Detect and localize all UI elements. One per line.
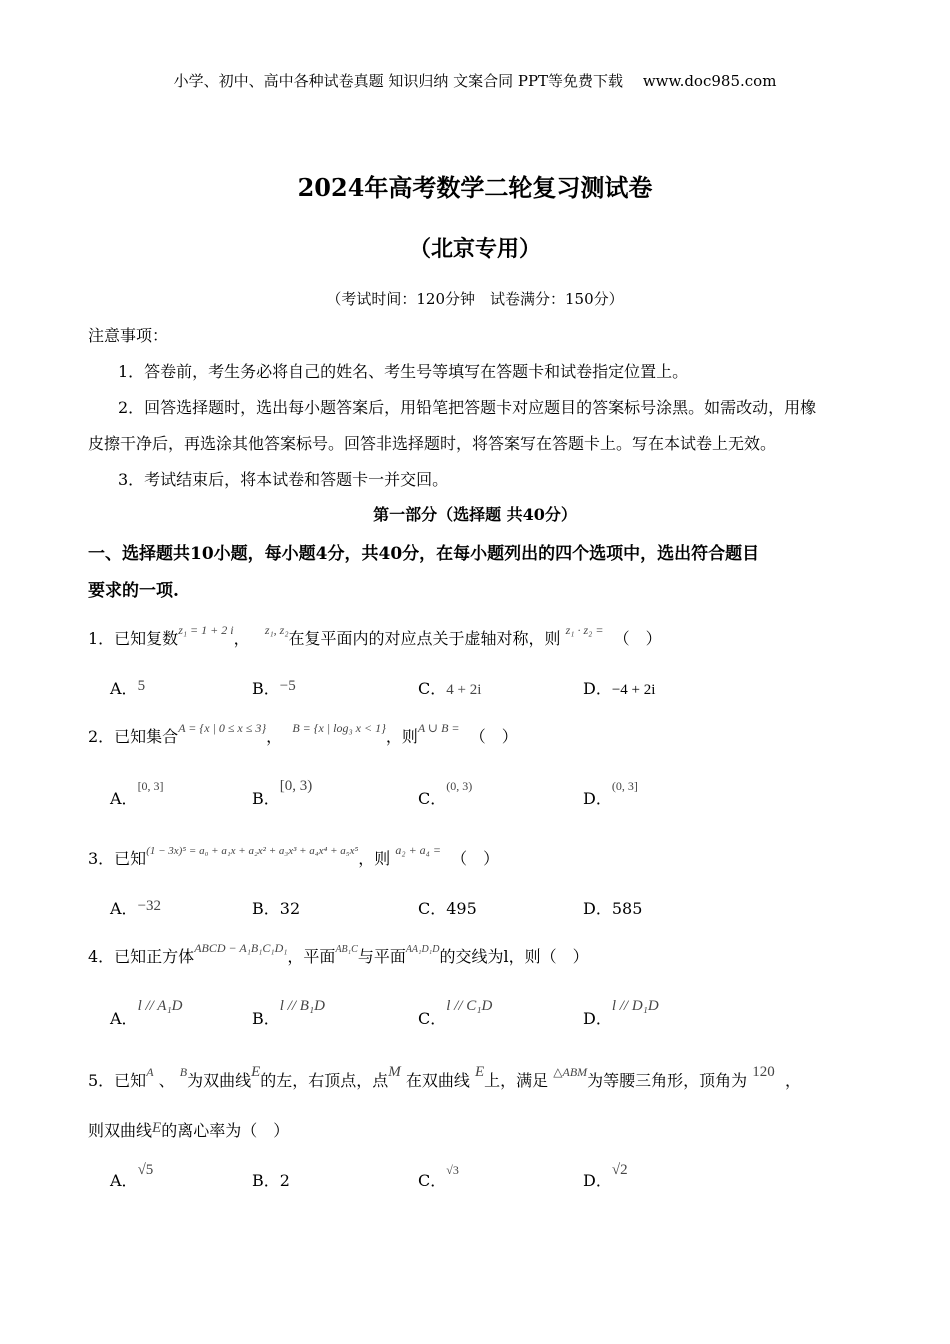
q1-prefix: 1．已知复数 bbox=[88, 629, 179, 648]
q5-text-7: ， bbox=[784, 1071, 801, 1090]
q5-option-a bbox=[110, 1162, 154, 1191]
q3-option-d bbox=[583, 896, 642, 919]
q2-option-c bbox=[418, 779, 473, 809]
q5-text-3: 的左，右顶点，点 bbox=[260, 1071, 389, 1090]
question-5-line2 bbox=[88, 1118, 289, 1141]
q5-option-c bbox=[418, 1163, 459, 1191]
q1-option-b-label: B． bbox=[252, 679, 280, 698]
q3-option-a-label: A． bbox=[110, 899, 138, 918]
q5-text-4: 在双曲线 bbox=[405, 1071, 470, 1090]
q5-math-b: B bbox=[179, 1065, 188, 1079]
note-3: 3．考试结束后，将本试卷和答题卡一并交回。 bbox=[118, 470, 449, 489]
q5-option-a-value: √5 bbox=[137, 1162, 154, 1178]
q2-option-a bbox=[110, 779, 164, 809]
q1-option-d-value: −4 + 2i bbox=[611, 682, 656, 698]
question-3 bbox=[88, 843, 500, 869]
q4-prefix: 4．已知正方体 bbox=[88, 947, 195, 966]
q3-option-c-label: C． bbox=[418, 899, 447, 918]
q5-math-triangle: △ABM bbox=[553, 1065, 588, 1079]
q5-option-b bbox=[252, 1168, 290, 1191]
q5-math-e: E bbox=[251, 1064, 261, 1080]
q2-option-c-label: C． bbox=[418, 789, 447, 808]
q3-option-d-label: D． bbox=[583, 899, 612, 918]
q5-math-a: A bbox=[146, 1065, 154, 1079]
q4-mid1: ，平面 bbox=[287, 947, 336, 966]
part1-title: 第一部分（选择题 共40分） bbox=[373, 505, 577, 524]
q1-option-a-value: 5 bbox=[137, 678, 146, 694]
q1-option-b-value: −5 bbox=[279, 678, 296, 694]
q2-math-union: A ∪ B = bbox=[417, 721, 460, 735]
exam-meta: （考试时间：120分钟 试卷满分：150分） bbox=[326, 290, 624, 308]
q5-math-m: M bbox=[388, 1064, 401, 1080]
q4-math-cube: ABCD − A₁B₁C₁D₁ bbox=[194, 941, 288, 955]
q4-mid2: 与平面 bbox=[357, 947, 406, 966]
q1-math-z1z2: z₁, z₂ bbox=[264, 623, 289, 637]
q3-option-d-value: 585 bbox=[611, 899, 643, 918]
q2-option-a-label: A． bbox=[110, 789, 138, 808]
q3-prefix: 3．已知 bbox=[88, 849, 147, 868]
q2-math-set-a: A = {x | 0 ≤ x ≤ 3} bbox=[178, 721, 267, 735]
q2-option-b-label: B． bbox=[252, 789, 280, 808]
q3-option-b-value: 32 bbox=[279, 899, 301, 918]
q4-option-d-label: D． bbox=[583, 1009, 612, 1028]
q2-option-d-value: (0, 3] bbox=[611, 779, 638, 793]
q1-math-product: z₁ · z₂ = bbox=[565, 623, 604, 637]
q4-option-d-value: l // D₁D bbox=[611, 998, 659, 1014]
q5-text-6: 为等腰三角形，顶角为 bbox=[587, 1071, 748, 1090]
q1-option-c-value: 4 + 2i bbox=[446, 682, 482, 698]
q5-math-e2: E bbox=[474, 1064, 485, 1080]
q5-math-120: 120 bbox=[752, 1064, 775, 1080]
q5-text-2: 为双曲线 bbox=[187, 1071, 252, 1090]
q4-option-d bbox=[583, 998, 659, 1029]
q4-option-c-label: C． bbox=[418, 1009, 447, 1028]
q3-option-a bbox=[110, 896, 161, 919]
q4-option-b-value: l // B₁D bbox=[279, 998, 325, 1014]
question-5 bbox=[88, 1064, 801, 1091]
question-4 bbox=[88, 941, 589, 967]
exam-title: 2024年高考数学二轮复习测试卷 bbox=[297, 173, 653, 202]
q2-option-d bbox=[583, 779, 638, 809]
q2-option-b-value: [0, 3) bbox=[279, 778, 313, 794]
q2-mid: ，则 bbox=[385, 727, 418, 746]
q4-option-b bbox=[252, 998, 325, 1029]
section1-line1: 一、选择题共10小题，每小题4分，共40分，在每小题列出的四个选项中，选出符合题目 bbox=[88, 544, 760, 564]
q5-option-d bbox=[583, 1162, 628, 1191]
q3-math-sum: a₂ + a₄ = bbox=[395, 843, 441, 857]
q5-option-b-value: 2 bbox=[279, 1171, 290, 1190]
page-header: 小学、初中、高中各种试卷真题 知识归纳 文案合同 PPT等免费下载 www.doc985.com bbox=[173, 72, 777, 90]
q5-option-c-value: √3 bbox=[446, 1163, 459, 1177]
q4-option-b-label: B． bbox=[252, 1009, 280, 1028]
q1-option-a-label: A． bbox=[110, 679, 138, 698]
question-1 bbox=[88, 623, 662, 649]
q3-option-b bbox=[252, 896, 300, 919]
q4-math-plane2: AA₁D₁D bbox=[405, 944, 440, 955]
q1-tail: （ ） bbox=[613, 629, 662, 648]
q1-option-b bbox=[252, 676, 296, 699]
q3-math-expansion: (1 − 3x)⁵ = a₀ + a₁x + a₂x² + a₃x³ + a₄x⁴ + a₅x⁵ bbox=[146, 845, 359, 857]
q1-option-d bbox=[583, 676, 655, 699]
q2-sep: ， bbox=[266, 727, 283, 746]
q1-option-d-label: D． bbox=[583, 679, 612, 698]
q3-option-a-value: −32 bbox=[137, 898, 162, 914]
q1-math-z1: z₁ = 1 + 2 i bbox=[178, 623, 234, 637]
question-2 bbox=[88, 721, 518, 747]
q3-mid: ，则 bbox=[358, 849, 391, 868]
q2-prefix: 2．已知集合 bbox=[88, 727, 179, 746]
q4-option-a bbox=[110, 998, 183, 1029]
q4-option-a-value: l // A₁D bbox=[137, 998, 183, 1014]
q5-option-c-label: C． bbox=[418, 1171, 447, 1190]
q3-option-c-value: 495 bbox=[446, 899, 477, 918]
q1-option-c bbox=[418, 676, 481, 699]
q5-option-b-label: B． bbox=[252, 1171, 280, 1190]
q5-text-5: 上，满足 bbox=[484, 1071, 549, 1090]
q5-prefix: 5．已知 bbox=[88, 1071, 147, 1090]
q2-tail: （ ） bbox=[469, 727, 518, 746]
q5-option-d-label: D． bbox=[583, 1171, 612, 1190]
q1-option-a bbox=[110, 676, 145, 699]
q2-option-d-label: D． bbox=[583, 789, 612, 808]
q5-option-d-value: √2 bbox=[611, 1162, 628, 1178]
q3-option-c bbox=[418, 896, 477, 919]
note-2-line1: 2．回答选择题时，选出每小题答案后，用铅笔把答题卡对应题目的答案标号涂黑。如需改动，用橡 bbox=[118, 398, 817, 417]
q5-line2-b: 的离心率为（ ） bbox=[161, 1121, 290, 1140]
q4-option-c bbox=[418, 998, 493, 1029]
notes-heading: 注意事项： bbox=[88, 326, 169, 345]
q5-line2-math-e: E bbox=[152, 1120, 162, 1136]
q1-mid: 在复平面内的对应点关于虚轴对称，则 bbox=[288, 629, 561, 648]
q5-option-a-label: A． bbox=[110, 1171, 138, 1190]
note-2-line2: 皮擦干净后，再选涂其他答案标号。回答非选择题时，将答案写在答题卡上。写在本试卷上无效。 bbox=[88, 434, 777, 453]
q4-option-c-value: l // C₁D bbox=[446, 998, 493, 1014]
q2-option-c-value: (0, 3) bbox=[446, 779, 473, 793]
q2-option-b bbox=[252, 778, 313, 809]
q4-math-plane1: AB₁C bbox=[335, 944, 358, 955]
q3-option-b-label: B． bbox=[252, 899, 280, 918]
q2-math-set-b: B = {x | log₃ x < 1} bbox=[292, 721, 386, 735]
q4-tail: 的交线为l，则（ ） bbox=[439, 947, 589, 966]
q5-line2-a: 则双曲线 bbox=[88, 1121, 153, 1140]
section1-line2: 要求的一项. bbox=[88, 581, 179, 601]
exam-subtitle: （北京专用） bbox=[408, 236, 541, 262]
q3-tail: （ ） bbox=[451, 849, 500, 868]
q4-option-a-label: A． bbox=[110, 1009, 138, 1028]
q1-option-c-label: C． bbox=[418, 679, 447, 698]
q5-text-1: 、 bbox=[158, 1071, 175, 1090]
note-1: 1．答卷前，考生务必将自己的姓名、考生号等填写在答题卡和试卷指定位置上。 bbox=[118, 362, 689, 381]
q1-sep: ， bbox=[233, 629, 250, 648]
q2-option-a-value: [0, 3] bbox=[137, 779, 164, 793]
